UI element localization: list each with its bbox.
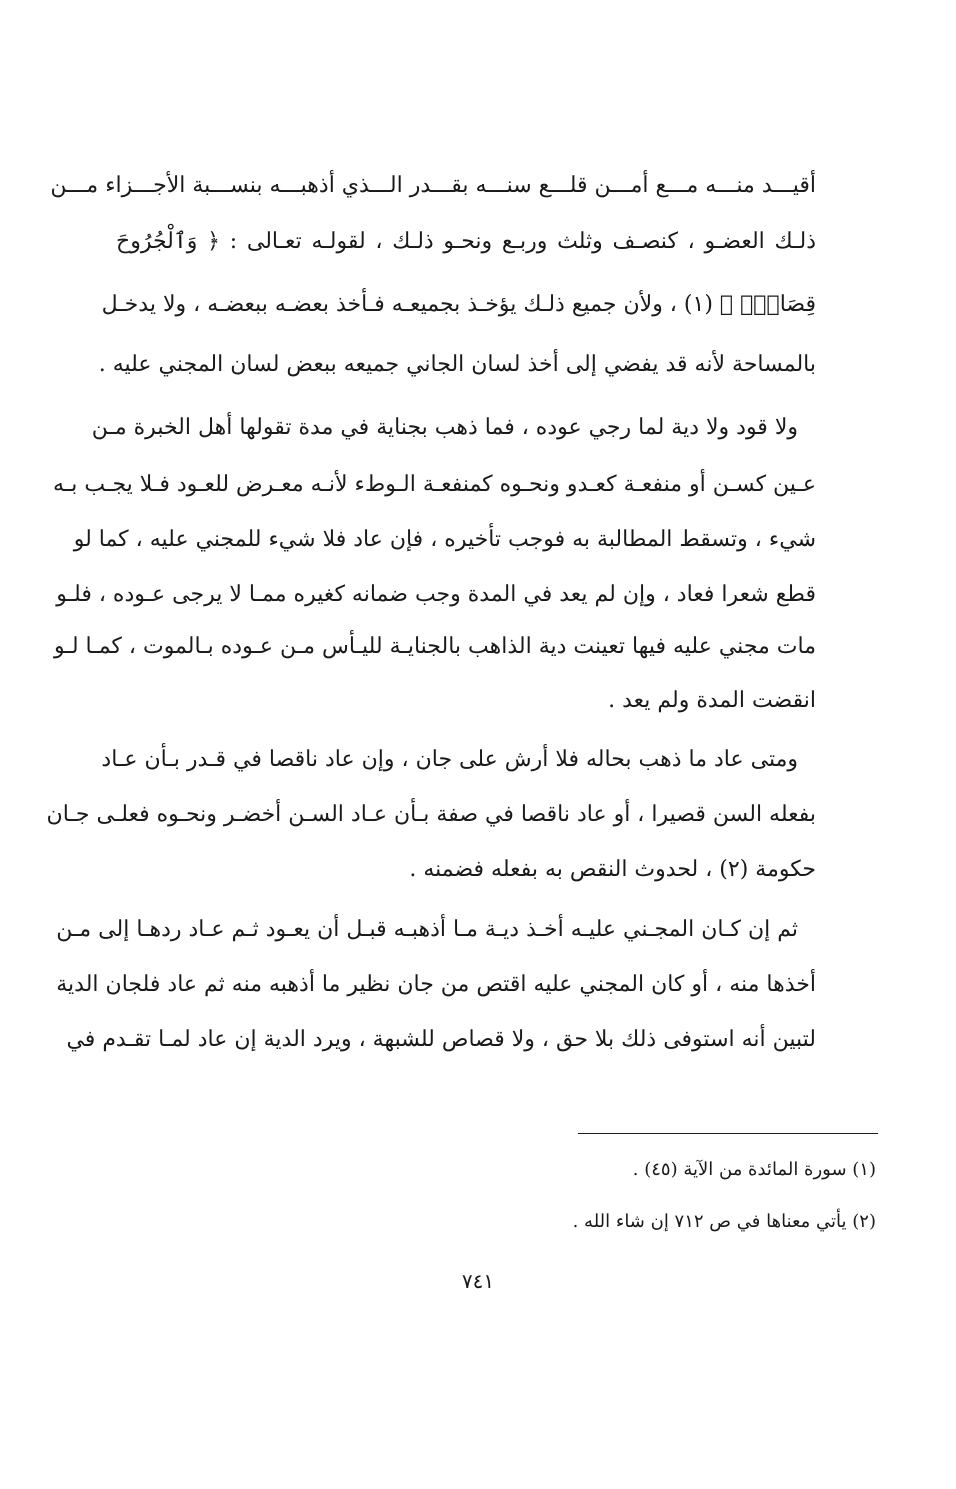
text-line: عـين كسـن أو منفعـة كعـدو ونحـوه كمنفعـة الـوطء لأنـه معـرض للعـود فـلا يجـب بـه xyxy=(53,472,816,497)
text-line: ثم إن كـان المجـني عليـه أخـذ ديـة مـا أذهبـه قبـل أن يعـود ثـم عـاد ردهـا إلى مـن xyxy=(56,917,798,942)
text-line: انقضت المدة ولم يعد . xyxy=(608,688,816,713)
footnote: (٢) يأتي معناها في ص ٧١٢ إن شاء الله . xyxy=(572,1211,876,1232)
text-line: ومتى عاد ما ذهب بحاله فلا أرش على جان ، وإن عاد ناقصا في قـدر بـأن عـاد xyxy=(101,747,798,772)
text-line: أخذها منه ، أو كان المجني عليه اقتص من جان نظير ما أذهبه منه ثم عاد فلجان الدية xyxy=(56,972,816,997)
text-line: أقيـــد منـــه مـــع أمـــن قلـــع سنـــه بقـــدر الـــذي أذهبـــه بنســـبة الأجـــزاء مـــن xyxy=(50,173,816,198)
footnote-separator xyxy=(578,1133,878,1134)
text-line: قِصَاصٌۚ ﴾ (١) ، ولأن جميع ذلـك يؤخـذ بجميعـه فـأخذ بعضـه ببعضـه ، ولا يدخـل xyxy=(101,292,816,317)
text-line: لتبين أنه استوفى ذلك بلا حق ، ولا قصاص للشبهة ، ويرد الدية إن عاد لمـا تقـدم في xyxy=(66,1027,816,1052)
text-line: ولا قود ولا دية لما رجي عوده ، فما ذهب بجناية في مدة تقولها أهل الخبرة مـن xyxy=(91,415,798,440)
footnote: (١) سورة المائدة من الآية (٤٥) . xyxy=(632,1159,876,1180)
text-line: حكومة (٢) ، لحدوث النقص به بفعله فضمنه . xyxy=(409,857,816,882)
text-line: بفعله السن قصيرا ، أو عاد ناقصا في صفة بـأن عـاد السـن أخضـر ونحـوه فعلـى جـان xyxy=(46,802,816,827)
text-line: ذلـك العضـو ، كنصـف وثلث وربـع ونحـو ذلـك ، لقولـه تعـالى : ﴿ وَٱلْجُرُوحَ xyxy=(116,229,816,254)
text-line: قطع شعرا فعاد ، وإن لم يعد في المدة وجب ضمانه كغيره ممـا لا يرجى عـوده ، فلـو xyxy=(56,582,816,607)
text-line: مات مجني عليه فيها تعينت دية الذاهب بالجنايـة لليـأس مـن عـوده بـالموت ، كمـا لـو xyxy=(54,634,816,659)
text-line: شيء ، وتسقط المطالبة به فوجب تأخيره ، فإن عاد فلا شيء للمجني عليه ، كما لو xyxy=(73,527,816,552)
text-line: بالمساحة لأنه قد يفضي إلى أخذ لسان الجاني جميعه ببعض لسان المجني عليه . xyxy=(98,352,816,377)
page-number: ٧٤١ xyxy=(461,1269,495,1293)
